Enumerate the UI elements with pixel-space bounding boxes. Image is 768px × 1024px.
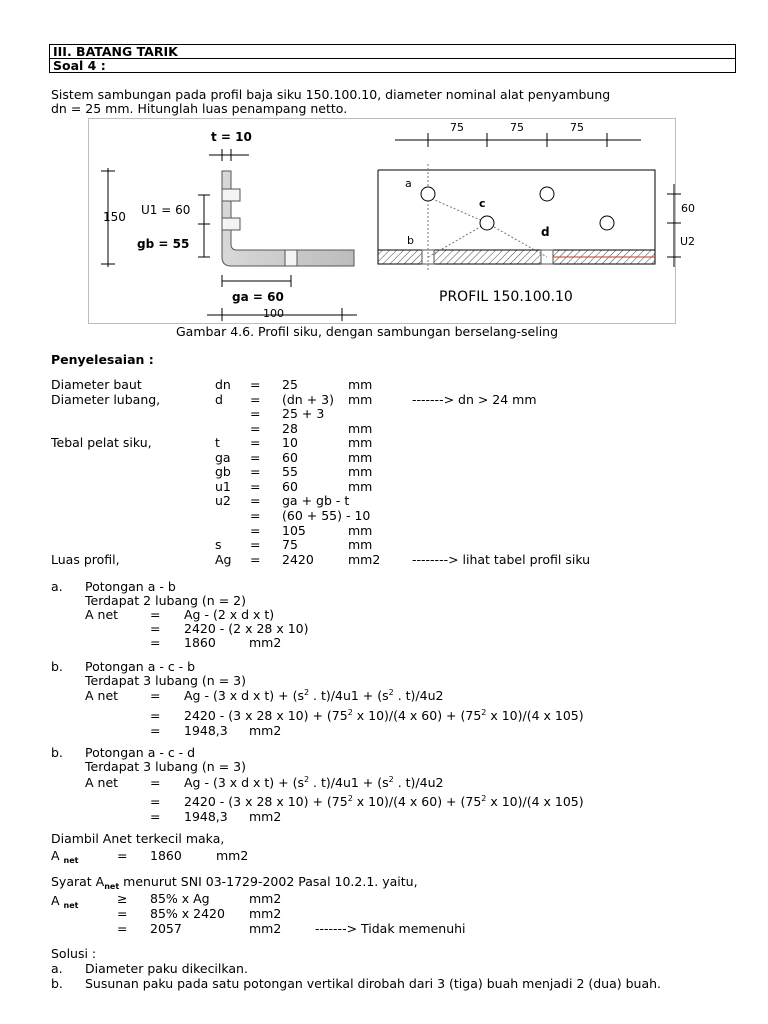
width-100-label: 100 <box>263 307 284 320</box>
cut-c-title: Potongan a - c - d <box>85 745 196 760</box>
row-equals: = <box>250 435 261 451</box>
cut-a-marker: a. <box>51 579 63 594</box>
point-a-label: a <box>405 177 412 190</box>
cut-a-eq-1: = <box>150 607 161 622</box>
row-symbol: t <box>215 435 220 451</box>
row-value: 60 <box>282 478 298 494</box>
row-symbol: gb <box>215 464 231 480</box>
row-symbol: dn <box>215 377 231 392</box>
row-value: 2420 <box>282 551 314 567</box>
row-symbol: Ag <box>215 551 232 567</box>
pitch-60-label: 60 <box>681 202 695 215</box>
solusi-marker-b: b. <box>51 976 63 991</box>
cut-a-substitution: 2420 - (2 x 28 x 10) <box>184 621 309 636</box>
solusi-title: Solusi : <box>51 946 97 961</box>
requirement-eq-3: = <box>117 921 128 936</box>
cut-b-result: 1948,3 <box>184 723 228 738</box>
row-equals: = <box>250 507 261 523</box>
cut-c-eq-3: = <box>150 809 161 824</box>
minimum-anet-label: A $_{net}$ <box>51 848 79 865</box>
cut-b-marker: b. <box>51 659 63 674</box>
row-label: Luas profil, <box>51 551 120 567</box>
cut-a-holes: Terdapat 2 lubang (n = 2) <box>85 593 246 608</box>
problem-line-2: dn = 25 mm. Hitunglah luas penampang netto. <box>51 101 348 116</box>
row-equals: = <box>250 377 261 392</box>
hole-top-2 <box>540 187 554 201</box>
cut-c-marker: b. <box>51 745 63 760</box>
plate-elevation <box>378 133 681 271</box>
row-label: Tebal pelat siku, <box>51 435 152 451</box>
row-value: 75 <box>282 537 298 553</box>
solution-heading: Penyelesaian : <box>51 352 154 367</box>
row-label: Diameter lubang, <box>51 391 161 407</box>
cut-c-eq-2: = <box>150 794 161 809</box>
requirement-ge: ≥ <box>117 891 128 906</box>
row-value: 10 <box>282 435 298 451</box>
figure-frame <box>88 118 696 324</box>
section-title: III. BATANG TARIK <box>49 44 736 59</box>
row-equals: = <box>250 464 261 480</box>
spacing-label-2: 75 <box>510 121 524 134</box>
row-equals: = <box>250 551 261 567</box>
thickness-label: t = 10 <box>211 130 252 144</box>
row-unit: mm <box>348 464 373 480</box>
requirement-unit-1: mm2 <box>249 891 282 906</box>
requirement-eq-2: = <box>117 906 128 921</box>
row-symbol: d <box>215 391 223 407</box>
solusi-item-b: Susunan paku pada satu potongan vertikal dirobah dari 3 (tiga) buah menjadi 2 (dua) buah. <box>85 976 662 991</box>
cut-b-eq-3: = <box>150 723 161 738</box>
row-equals: = <box>250 420 261 436</box>
row-symbol: s <box>215 537 222 553</box>
profile-title: PROFIL 150.100.10 <box>439 289 573 305</box>
requirement-anet-label: A $_{net}$ <box>51 893 79 910</box>
row-unit: mm <box>348 478 373 494</box>
ga-label: ga = 60 <box>232 290 284 304</box>
spacing-label-3: 75 <box>570 121 584 134</box>
bolt-hole-leg <box>285 250 297 266</box>
solusi-item-a: Diameter paku dikecilkan. <box>85 961 248 976</box>
hole-mid-2 <box>600 216 614 230</box>
cut-a-result: 1860 <box>184 635 216 650</box>
requirement-substitution: 85% x 2420 <box>150 906 225 921</box>
requirement-note: -------> Tidak memenuhi <box>315 921 466 936</box>
problem-line-1: Sistem sambungan pada profil baja siku 150.100.10, diameter nominal alat penyambung <box>51 87 611 102</box>
point-b-label: b <box>407 234 414 247</box>
row-symbol: u1 <box>215 478 231 494</box>
cut-a-eq-3: = <box>150 635 161 650</box>
row-symbol: u2 <box>215 493 231 509</box>
requirement-unit-3: mm2 <box>249 921 282 936</box>
cut-c-eq-1: = <box>150 775 161 790</box>
hole-c <box>480 216 494 230</box>
row-value: 105 <box>282 522 306 538</box>
row-unit: mm <box>348 537 373 553</box>
spacing-label-1: 75 <box>450 121 464 134</box>
problem-number: Soal 4 : <box>49 58 736 73</box>
row-equals: = <box>250 522 261 538</box>
row-value: ga + gb - t <box>282 493 350 509</box>
cut-b-unit: mm2 <box>249 723 282 738</box>
solusi-marker-a: a. <box>51 961 63 976</box>
row-equals: = <box>250 478 261 494</box>
cut-c-holes: Terdapat 3 lubang (n = 3) <box>85 759 246 774</box>
height-150-label: 150 <box>103 210 126 224</box>
cut-b-title: Potongan a - c - b <box>85 659 196 674</box>
row-unit: mm <box>348 435 373 451</box>
cut-b-substitution: 2420 - (3 x 28 x $10) + (75^2$ x 10)/(4 x $60) + (75^2$ x 10)/(4 x 105) <box>184 708 584 723</box>
row-equals: = <box>250 449 261 465</box>
cut-c-anet: A net <box>85 775 119 790</box>
cut-b-eq-2: = <box>150 708 161 723</box>
requirement-result: 2057 <box>150 921 182 936</box>
row-unit: mm2 <box>348 551 381 567</box>
cut-a-eq-2: = <box>150 621 161 636</box>
cut-a-formula: Ag - (2 x d x t) <box>184 607 275 622</box>
cut-b-anet: A net <box>85 688 119 703</box>
row-value: 60 <box>282 449 298 465</box>
requirement-formula: 85% x Ag <box>150 891 210 906</box>
hole-a <box>421 187 435 201</box>
row-equals: = <box>250 537 261 553</box>
u2-label: U2 <box>680 235 696 248</box>
row-unit: mm <box>348 449 373 465</box>
cut-b-eq-1: = <box>150 688 161 703</box>
row-unit: mm <box>348 377 373 392</box>
row-equals: = <box>250 493 261 509</box>
angle-section <box>101 149 357 321</box>
requirement-text: Syarat $A_{net}$ menurut SNI 03-1729-2002 Pasal 10.2.1. yaitu, <box>51 874 418 891</box>
bolt-hole-middle <box>222 218 240 230</box>
gb-label: gb = 55 <box>137 237 190 251</box>
cut-a-title: Potongan a - b <box>85 579 176 594</box>
minimum-unit: mm2 <box>216 848 249 863</box>
row-unit: mm <box>348 522 373 538</box>
cut-b-holes: Terdapat 3 lubang (n = 3) <box>85 673 246 688</box>
row-equals: = <box>250 391 261 407</box>
minimum-eq: = <box>117 848 128 863</box>
point-c-label: c <box>479 197 486 210</box>
point-d-label: d <box>541 225 550 239</box>
minimum-value: 1860 <box>150 848 182 863</box>
cut-c-unit: mm2 <box>249 809 282 824</box>
minimum-text: Diambil Anet terkecil maka, <box>51 831 225 846</box>
cut-a-unit: mm2 <box>249 635 282 650</box>
requirement-unit-2: mm2 <box>249 906 282 921</box>
row-equals: = <box>250 406 261 422</box>
bolt-hole-upper <box>222 189 240 201</box>
cut-c-formula: Ag - (3 x d x $t) + (s^2$ . $t)/4u1 + (s^2$ . t)/4u2 <box>184 775 444 790</box>
row-value: 28 <box>282 420 298 436</box>
u1-label: U1 = 60 <box>141 203 191 217</box>
row-note: --------> lihat tabel profil siku <box>412 551 591 567</box>
row-value: 55 <box>282 464 298 480</box>
row-value: 25 + 3 <box>282 406 325 422</box>
row-unit: mm <box>348 420 373 436</box>
cut-c-result: 1948,3 <box>184 809 228 824</box>
cut-b-formula: Ag - (3 x d x $t) + (s^2$ . $t)/4u1 + (s^2$ . t)/4u2 <box>184 688 444 703</box>
row-value: (60 + 55) - 10 <box>282 507 371 523</box>
cut-a-anet: A net <box>85 607 119 622</box>
angle-profile-figure <box>89 119 696 325</box>
row-label: Diameter baut <box>51 377 142 392</box>
row-symbol: ga <box>215 449 231 465</box>
figure-caption: Gambar 4.6. Profil siku, dengan sambungan berselang-seling <box>176 324 559 339</box>
row-unit: mm <box>348 391 373 407</box>
cut-c-substitution: 2420 - (3 x 28 x $10) + (75^2$ x 10)/(4 x $60) + (75^2$ x 10)/(4 x 105) <box>184 794 584 809</box>
row-note: -------> dn > 24 mm <box>412 391 537 407</box>
row-value: 25 <box>282 377 298 392</box>
row-value: (dn + 3) <box>282 391 334 407</box>
